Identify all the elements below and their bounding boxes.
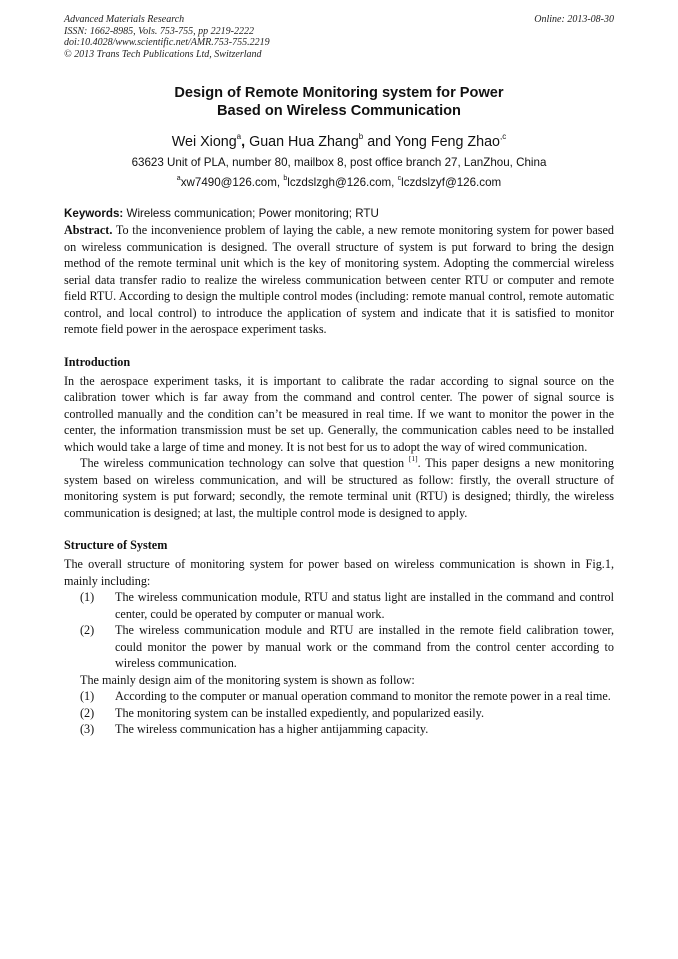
list-item: [64, 705, 614, 722]
email-a-sup: a: [176, 175, 181, 182]
introduction-heading: Introduction: [64, 354, 131, 369]
citation-ref: [1]: [408, 454, 418, 463]
author-2-sup: b: [358, 132, 364, 141]
doi-line: doi:10.4028/www.scientific.net/AMR.753-755.2219: [64, 37, 270, 48]
list-item-number: (2): [80, 705, 95, 720]
list-item-number: (1): [80, 590, 95, 604]
structure-heading: Structure of System: [64, 538, 168, 552]
author-1: Wei Xiong: [171, 134, 237, 150]
journal-name: Advanced Materials Research: [64, 14, 185, 25]
author-2: Guan Hua Zhang: [249, 134, 359, 150]
online-date: Online: 2013-08-30: [534, 14, 614, 25]
list-item-text: The wireless communication module and RTU are installed in the remote field calibration tower, could monitor the power by manual work or the command from the control center according to wireless communication.: [115, 623, 614, 670]
author-list: [64, 132, 614, 152]
list-item-text: The monitoring system can be installed expediently, and popularized easily.: [115, 705, 485, 720]
list-item-text: According to the computer or manual operation command to monitor the remote power in a real time.: [115, 689, 611, 703]
paper-page: [64, 14, 614, 738]
author-1-sup: a: [236, 132, 242, 141]
author-and: and: [367, 134, 392, 150]
list-item: [64, 688, 614, 705]
email-a: xw7490@126.com,: [180, 176, 281, 189]
introduction-paragraph-1: In the aerospace experiment tasks, it is important to calibrate the radar according to signal source on the calibration tower which is far away from the command and control center. The power of signal source is controlled manually and the condition can’t be measured in real time. If we want to monitor the power in the center, the information transmission must be set up. Generally, the communication cables need to be installed which would take a large of time and money. It is not best for us to adopt the way of wired communication.: [64, 373, 614, 454]
design-aim-intro: The mainly design aim of the monitoring system is shown as follow:: [80, 672, 415, 687]
author-3: Yong Feng Zhao: [394, 134, 500, 150]
list-item-number: (3): [80, 722, 95, 736]
affiliation: 63623 Unit of PLA, number 80, mailbox 8, post office branch 27, LanZhou, China: [131, 156, 547, 169]
structure-list: [64, 589, 614, 672]
abstract-label: Abstract.: [64, 223, 113, 237]
paper-title: [64, 84, 614, 120]
list-item-number: (2): [80, 623, 95, 637]
title-line-2: Based on Wireless Communication: [217, 103, 461, 119]
email-c-sup: c: [397, 175, 402, 182]
email-b-sup: b: [283, 175, 288, 182]
design-aim-list: [64, 688, 614, 738]
list-item-text: The wireless communication module, RTU and status light are installed in the command and control center, could be operated by computer or manual work.: [115, 590, 614, 621]
structure-paragraph: The overall structure of monitoring system for power based on wireless communication is shown in Fig.1, mainly including:: [64, 557, 614, 588]
intro-p2-text-b: . This paper designs a new monitoring system based on wireless communication, and will be structured as follow: firstly, the overall structure of monitoring system is put forward; secondly, the remote terminal unit (RTU) is designed; thirdly, the wireless communication is designed; at last, the multiple control mode is designed to apply.: [64, 456, 614, 520]
email-b: lczdslzgh@126.com,: [287, 176, 395, 189]
list-item: [64, 721, 614, 738]
list-item-number: (1): [80, 689, 95, 703]
abstract: [64, 222, 614, 338]
intro-p2-text-a: The wireless communication technology can solve that question: [80, 456, 405, 470]
introduction-paragraph-2: [64, 455, 614, 521]
title-line-1: Design of Remote Monitoring system for Power: [174, 85, 504, 101]
author-3-sup: ,c: [500, 132, 507, 141]
keywords-text: Wireless communication; Power monitoring; RTU: [126, 207, 379, 220]
keywords-label: Keywords:: [64, 207, 124, 220]
author-emails: [64, 175, 614, 191]
copyright-line: © 2013 Trans Tech Publications Ltd, Switzerland: [64, 48, 262, 60]
author-separator: ,: [241, 134, 246, 150]
list-item: [64, 589, 614, 622]
list-item-text: The wireless communication has a higher antijamming capacity.: [115, 722, 429, 736]
email-c: lczdslzyf@126.com: [401, 176, 502, 189]
journal-header: [64, 14, 614, 60]
list-item: [64, 622, 614, 672]
abstract-text: To the inconvenience problem of laying the cable, a new remote monitoring system for power based on wireless communication is designed. The overall structure of system is put forward to bring the design method of the remote terminal unit which is the key of monitoring system. Adopting the commercial wireless serial data transfer radio to realize the wireless communication between center RTU or computer and remote field RTU. According to design the multiple control modes (including: remote manual control, remote automatic control, and local control) to introduce the application of system and indicate that it is satisfied to monitor remote field power in the aerospace experiment tasks.: [64, 223, 614, 336]
issn-line: ISSN: 1662-8985, Vols. 753-755, pp 2219-2222: [64, 25, 254, 37]
keywords: [64, 206, 614, 222]
